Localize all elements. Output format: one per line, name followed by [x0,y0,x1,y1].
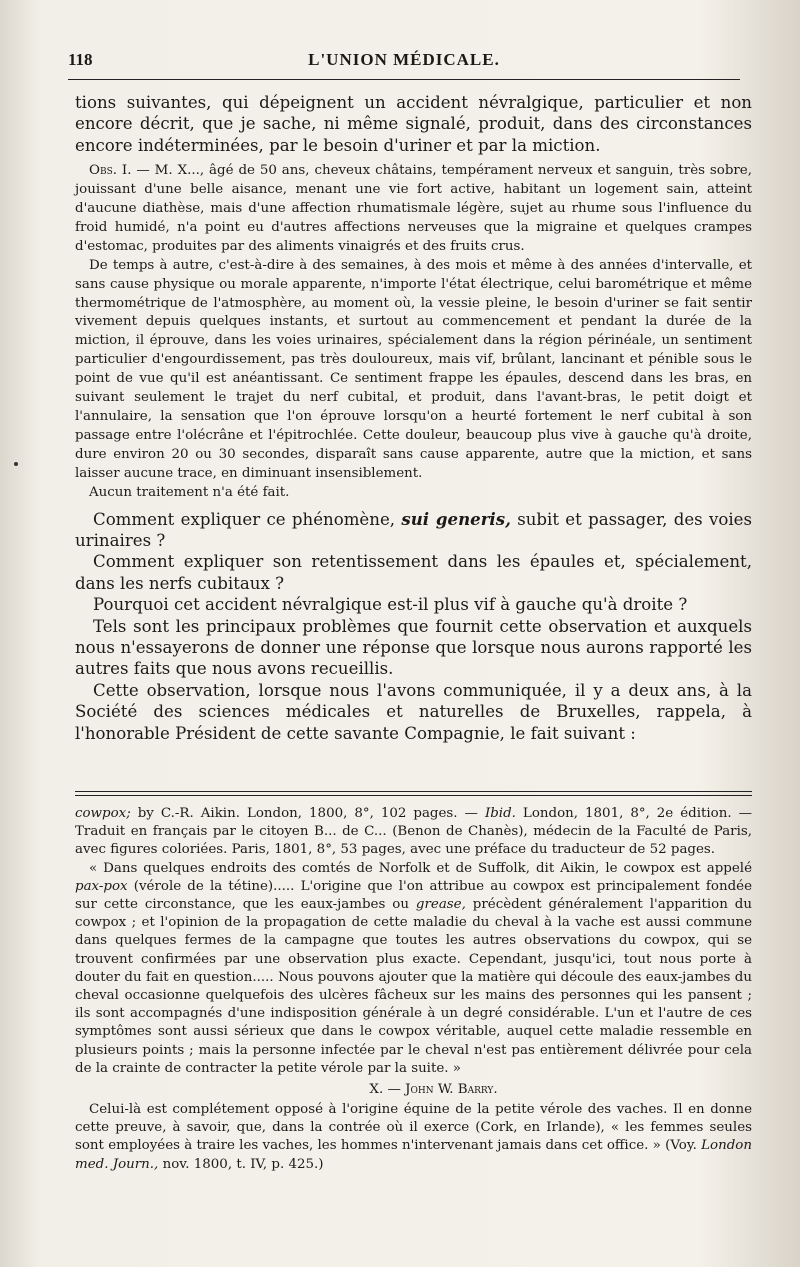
conclusion-paragraph: Tels sont les principaux problèmes que fournit cette observation et auxquels nous n'essayerons de donner une réponse que lorsque nous aurons rapporté les autres faits que nous avons recueillis. [75,616,752,679]
footnote-ibid: Ibid. [484,806,516,821]
footnote-text-2b: (vérole de la tétine)..... L'origine que l'on attribue au cowpox est principalement fondée sur cette circonstance, que les eaux-jambes ou [75,878,752,913]
footnote-term-grease: grease, [415,897,466,913]
footnote-text-3b: nov. 1800, t. IV, p. 425.) [162,1156,324,1172]
footnote [75,805,752,1174]
footnote-text-2a: « Dans quelques endroits des comtés de Norfolk et de Suffolk, dit Aikin, le cowpox est appelé [89,860,752,876]
footnote-text-1b: London, 1801, 8°, 2e édition. — Traduit en français par le citoyen B... de C... (Benon de Chanès), médecin de la Faculté de Paris, avec figures coloriées. Paris, 1801, 8°, 53 pages, avec une préface du traducteur de 52 pages. [75,806,752,858]
footnote-signature: X. — John W. Barry. [369,1082,498,1098]
intro-paragraph: tions suivantes, qui dépeignent un accident névralgique, particulier et non encore décrit, que je sache, ni même signalé, produit, dans des circonstances encore indéterminées, par le besoin d'uriner et par la miction. [75,93,752,155]
footnote-text-1a: by C.-R. Aikin. London, 1800, 8°, 102 pages. — [137,806,478,821]
footnote-paragraph-1 [75,805,752,860]
footnote-rule [75,791,752,796]
footnote-journal: London med. Journ., [75,1138,752,1172]
question-3: Pourquoi cet accident névralgique est-il plus vif à gauche qu'à droite ? [93,595,688,615]
observation-paragraph-1 [75,162,752,257]
question-1 [75,509,752,552]
question-1-end: subit et passager, des voies urinaires ? [75,509,752,550]
footnote-text-2c: précèdent généralement l'apparition du cowpox ; et l'opinion de la propagation de cette maladie du cheval à la vache est aussi commune dans quelques fermes de la campagne que toutes les autres observations du cowpox, qui se trouvent confirmées par une observation plus exacte. Cependant, jusqu'ici, tout nous porte à douter du fait en question..... Nous pouvons ajouter que la matière qui découle des eaux-jambes du cheval occasionne quelquefois des ulcères fâcheux sur les mains des personnes qui les pansent ; ils sont accompagnés d'une indisposition générale à un degré considérable. L'un et l'autre de ces symptômes sont aussi sérieux que dans le cowpox véritable, auquel cette maladie ressemble en plusieurs points ; mais la personne infectée par le cheval n'est pas entièrement délivrée pour cela de la crainte de contracter la petite vérole par la suite. » [75,897,752,1076]
question-1-start: Comment expliquer ce phénomène, [93,509,396,529]
margin-mark [14,462,18,466]
society-paragraph: Cette observation, lorsque nous l'avons communiquée, il y a deux ans, à la Société des sciences médicales et naturelles de Bruxelles, rappela, à l'honorable Président de cette savante Compagnie, le fait suivant : [75,680,752,743]
observation-paragraph-3: Aucun traitement n'a été fait. [89,484,290,500]
page-number: 118 [68,50,93,69]
observation-text-1: âgé de 50 ans, cheveux châtains, tempérament nerveux et sanguin, très sobre, jouissant d'une belle aisance, menant une vie fort active, habitant un logement sain, atteint d'aucune diathèse, mais d'une affection rhumatismale légère, sujet au rhume sous l'influence du froid humidé, n'a point eu d'autres affections nerveuses que la migraine et quelques crampes d'estomac, produites par des aliments vinaigrés et des fruits crus. [75,163,752,254]
question-2: Comment expliquer son retentissement dans les épaules et, spécialement, dans les nerfs cubitaux ? [75,552,752,593]
footnote-paragraph-3 [75,1101,752,1174]
observation-paragraph-2: De temps à autre, c'est-à-dire à des semaines, à des mois et même à des années d'intervalle, et sans cause physique ou morale apparente, n'importe l'état électrique, celui barométrique et même thermométrique de l'atmosphère, au moment où, la vessie pleine, le besoin d'uriner se fait sentir vivement depuis quelques instants, et surtout au commencement et pendant la durée de la miction, il éprouve, dans les voies urinaires, spécialement dans la région périnéale, un sentiment particulier d'engourdissement, pas très douloureux, mais vif, brûlant, lancinant et pénible sous le point de vue qu'il est anéantissant. Ce sentiment frappe les épaules, descend dans les bras, en suivant seulement le trajet du nerf cubital, et produit, dans l'avant-bras, le petit doigt et l'annulaire, la sensation que l'on éprouve lorsqu'on a heurté fortement le nerf cubital à son passage entre l'olécrâne et l'épitrochlée. Cette douleur, beaucoup plus vive à gauche qu'à droite, dure environ 20 ou 30 secondes, disparaît sans cause apparente, autre que la miction, et sans laisser aucune trace, en diminuant insensiblement. [75,257,752,481]
question-1-emphasis: sui generis, [401,508,511,529]
running-title: L'UNION MÉDICALE. [308,50,500,69]
header-rule [68,79,740,80]
main-text [75,92,752,744]
footnote-term-cowpox: cowpox; [75,806,131,821]
footnote-paragraph-2 [75,860,752,1078]
observation-label: Obs. I. — M. X..., [89,163,205,179]
page-header [68,50,740,72]
footnote-text-3a: Celui-là est complétement opposé à l'origine équine de la petite vérole des vaches. Il en donne cette preuve, à savoir, que, dans la contrée où il exerce (Cork, en Irlande), « les femmes seules sont employées à traire les vaches, les hommes n'intervenant jamais dans cet office. » (Voy. [75,1102,752,1154]
footnote-term-paxpox: pax-pox [75,878,128,894]
